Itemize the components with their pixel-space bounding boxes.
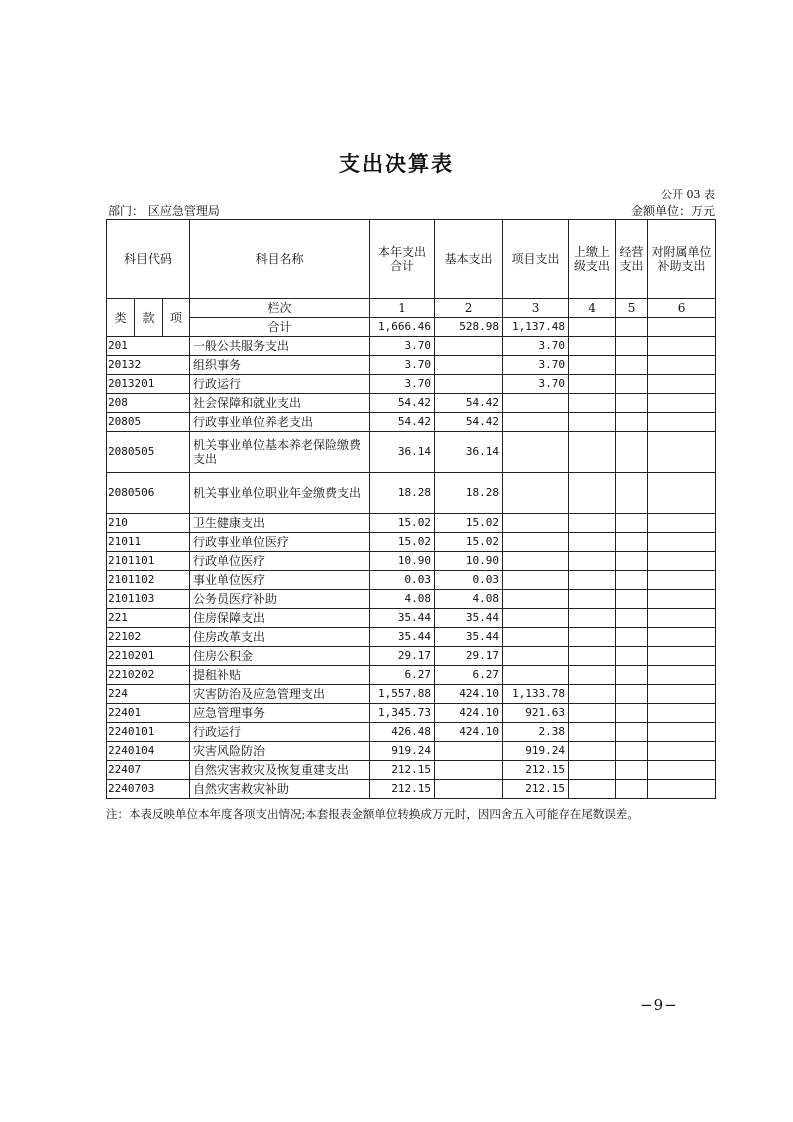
- row-business: [616, 552, 648, 571]
- row-project: [503, 514, 569, 533]
- row-subsidy: [648, 723, 716, 742]
- row-upper: [569, 552, 616, 571]
- row-subsidy: [648, 432, 716, 473]
- header-upper-line2: 级支出: [574, 259, 611, 273]
- row-subsidy: [648, 742, 716, 761]
- row-name: 事业单位医疗: [190, 571, 370, 590]
- row-code: 2101102: [107, 571, 190, 590]
- row-basic: [435, 742, 503, 761]
- row-code: 2013201: [107, 375, 190, 394]
- row-total: 29.17: [370, 647, 435, 666]
- row-upper: [569, 375, 616, 394]
- header-basic: 基本支出: [435, 220, 503, 299]
- row-subsidy: [648, 704, 716, 723]
- header-name: 科目名称: [190, 220, 370, 299]
- row-total: 4.08: [370, 590, 435, 609]
- row-basic: 35.44: [435, 628, 503, 647]
- row-subsidy: [648, 571, 716, 590]
- row-project: 1,133.78: [503, 685, 569, 704]
- header-subsidy: [648, 220, 716, 299]
- row-code: 2240101: [107, 723, 190, 742]
- row-code: 2101101: [107, 552, 190, 571]
- row-code: 22102: [107, 628, 190, 647]
- header-subsidy-line1: 对附属单位: [651, 245, 712, 259]
- row-project: [503, 413, 569, 432]
- header-upper-line1: 上缴上: [574, 245, 611, 259]
- row-total: 0.03: [370, 571, 435, 590]
- row-name: 提租补贴: [190, 666, 370, 685]
- table-row: [107, 666, 716, 685]
- row-basic: 424.10: [435, 723, 503, 742]
- row-project: [503, 609, 569, 628]
- row-code: 21011: [107, 533, 190, 552]
- row-basic: [435, 780, 503, 799]
- table-row: [107, 761, 716, 780]
- page-number: −9−: [640, 996, 678, 1014]
- row-basic: 0.03: [435, 571, 503, 590]
- row-upper: [569, 571, 616, 590]
- row-upper: [569, 514, 616, 533]
- row-basic: 4.08: [435, 590, 503, 609]
- table-row: [107, 609, 716, 628]
- row-basic: [435, 375, 503, 394]
- row-upper: [569, 473, 616, 514]
- table-row: [107, 375, 716, 394]
- header-total-line2: 合计: [390, 259, 415, 273]
- row-name: 社会保障和就业支出: [190, 394, 370, 413]
- row-business: [616, 337, 648, 356]
- row-total: 3.70: [370, 337, 435, 356]
- row-basic: 29.17: [435, 647, 503, 666]
- row-business: [616, 685, 648, 704]
- row-subsidy: [648, 413, 716, 432]
- row-code: 224: [107, 685, 190, 704]
- row-name: 灾害防治及应急管理支出: [190, 685, 370, 704]
- header-lanci: 栏次: [190, 299, 370, 318]
- row-subsidy: [648, 394, 716, 413]
- row-business: [616, 590, 648, 609]
- header-kuan: 款: [135, 299, 163, 337]
- header-business: [616, 220, 648, 299]
- table-row: [107, 533, 716, 552]
- table-row: [107, 356, 716, 375]
- row-business: [616, 432, 648, 473]
- row-project: [503, 394, 569, 413]
- row-code: 2080505: [107, 432, 190, 473]
- row-upper: [569, 761, 616, 780]
- row-basic: 10.90: [435, 552, 503, 571]
- row-upper: [569, 742, 616, 761]
- row-business: [616, 356, 648, 375]
- row-project: 3.70: [503, 375, 569, 394]
- row-upper: [569, 685, 616, 704]
- row-business: [616, 375, 648, 394]
- table-row: [107, 571, 716, 590]
- row-business: [616, 628, 648, 647]
- col-index-3: 3: [503, 299, 569, 318]
- table-row: [107, 337, 716, 356]
- sum-project: 1,137.48: [503, 318, 569, 337]
- row-name: 公务员医疗补助: [190, 590, 370, 609]
- table-row: [107, 394, 716, 413]
- table-row: [107, 685, 716, 704]
- row-total: 426.48: [370, 723, 435, 742]
- row-subsidy: [648, 609, 716, 628]
- row-name: 自然灾害救灾补助: [190, 780, 370, 799]
- row-subsidy: [648, 533, 716, 552]
- row-project: 919.24: [503, 742, 569, 761]
- row-name: 机关事业单位职业年金缴费支出: [190, 473, 370, 514]
- amount-unit-label: 金额单位：万元: [630, 204, 715, 218]
- row-subsidy: [648, 761, 716, 780]
- row-subsidy: [648, 337, 716, 356]
- row-upper: [569, 609, 616, 628]
- row-total: 36.14: [370, 432, 435, 473]
- row-business: [616, 514, 648, 533]
- row-upper: [569, 413, 616, 432]
- row-total: 10.90: [370, 552, 435, 571]
- row-subsidy: [648, 514, 716, 533]
- row-business: [616, 704, 648, 723]
- row-name: 灾害风险防治: [190, 742, 370, 761]
- row-basic: [435, 761, 503, 780]
- row-name: 行政事业单位医疗: [190, 533, 370, 552]
- header-subsidy-line2: 补助支出: [657, 259, 706, 273]
- row-subsidy: [648, 647, 716, 666]
- header-business-line1: 经营: [619, 245, 644, 259]
- header-xiang: 项: [163, 299, 190, 337]
- row-code: 2101103: [107, 590, 190, 609]
- row-subsidy: [648, 356, 716, 375]
- row-total: 1,557.88: [370, 685, 435, 704]
- row-project: [503, 647, 569, 666]
- table-row: [107, 413, 716, 432]
- row-subsidy: [648, 590, 716, 609]
- row-business: [616, 394, 648, 413]
- row-code: 2080506: [107, 473, 190, 514]
- row-subsidy: [648, 552, 716, 571]
- row-code: 2240703: [107, 780, 190, 799]
- table-row: [107, 742, 716, 761]
- row-upper: [569, 394, 616, 413]
- header-upper: [569, 220, 616, 299]
- row-project: [503, 552, 569, 571]
- row-upper: [569, 533, 616, 552]
- row-name: 自然灾害救灾及恢复重建支出: [190, 761, 370, 780]
- row-name: 行政事业单位养老支出: [190, 413, 370, 432]
- row-basic: 15.02: [435, 533, 503, 552]
- form-number: 公开 03 表: [661, 188, 715, 201]
- row-project: 3.70: [503, 356, 569, 375]
- column-index-row: [107, 299, 716, 318]
- row-upper: [569, 356, 616, 375]
- sum-total: 1,666.46: [370, 318, 435, 337]
- row-project: [503, 590, 569, 609]
- row-project: 921.63: [503, 704, 569, 723]
- table-row: [107, 704, 716, 723]
- row-basic: 424.10: [435, 685, 503, 704]
- row-project: 3.70: [503, 337, 569, 356]
- row-total: 212.15: [370, 780, 435, 799]
- col-index-6: 6: [648, 299, 716, 318]
- row-basic: 54.42: [435, 394, 503, 413]
- row-business: [616, 571, 648, 590]
- row-subsidy: [648, 666, 716, 685]
- row-upper: [569, 723, 616, 742]
- table-row: [107, 780, 716, 799]
- table-row: [107, 552, 716, 571]
- row-total: 6.27: [370, 666, 435, 685]
- expenditure-table: [106, 219, 716, 799]
- row-name: 住房保障支出: [190, 609, 370, 628]
- row-upper: [569, 590, 616, 609]
- row-name: 行政单位医疗: [190, 552, 370, 571]
- row-upper: [569, 666, 616, 685]
- row-total: 35.44: [370, 628, 435, 647]
- row-project: [503, 571, 569, 590]
- sum-row: [107, 318, 716, 337]
- row-code: 201: [107, 337, 190, 356]
- col-index-4: 4: [569, 299, 616, 318]
- row-name: 组织事务: [190, 356, 370, 375]
- row-basic: 15.02: [435, 514, 503, 533]
- header-project: 项目支出: [503, 220, 569, 299]
- footnote: 注：本表反映单位本年度各项支出情况;本套报表金额单位转换成万元时，因四舍五入可能存在尾数误差。: [106, 807, 639, 821]
- table-row: [107, 473, 716, 514]
- row-total: 15.02: [370, 514, 435, 533]
- row-code: 2210201: [107, 647, 190, 666]
- row-name: 住房公积金: [190, 647, 370, 666]
- row-project: [503, 666, 569, 685]
- row-basic: 35.44: [435, 609, 503, 628]
- row-code: 2210202: [107, 666, 190, 685]
- row-basic: [435, 337, 503, 356]
- row-upper: [569, 432, 616, 473]
- sum-basic: 528.98: [435, 318, 503, 337]
- row-business: [616, 533, 648, 552]
- row-code: 2240104: [107, 742, 190, 761]
- row-project: [503, 432, 569, 473]
- department-label: 部门： 区应急管理局: [108, 204, 220, 218]
- row-project: 212.15: [503, 761, 569, 780]
- row-name: 卫生健康支出: [190, 514, 370, 533]
- row-business: [616, 473, 648, 514]
- table-row: [107, 514, 716, 533]
- row-subsidy: [648, 473, 716, 514]
- row-code: 208: [107, 394, 190, 413]
- col-index-1: 1: [370, 299, 435, 318]
- row-business: [616, 742, 648, 761]
- row-subsidy: [648, 375, 716, 394]
- row-basic: [435, 356, 503, 375]
- header-total-line1: 本年支出: [378, 245, 427, 259]
- row-total: 54.42: [370, 394, 435, 413]
- row-upper: [569, 647, 616, 666]
- header-lei: 类: [107, 299, 135, 337]
- row-business: [616, 647, 648, 666]
- row-subsidy: [648, 780, 716, 799]
- row-code: 22401: [107, 704, 190, 723]
- row-name: 住房改革支出: [190, 628, 370, 647]
- row-business: [616, 761, 648, 780]
- header-business-line2: 支出: [619, 259, 644, 273]
- row-total: 54.42: [370, 413, 435, 432]
- row-basic: 54.42: [435, 413, 503, 432]
- row-business: [616, 413, 648, 432]
- row-total: 1,345.73: [370, 704, 435, 723]
- row-business: [616, 780, 648, 799]
- row-total: 15.02: [370, 533, 435, 552]
- row-total: 3.70: [370, 356, 435, 375]
- table-row: [107, 432, 716, 473]
- row-total: 919.24: [370, 742, 435, 761]
- row-code: 20132: [107, 356, 190, 375]
- row-total: 212.15: [370, 761, 435, 780]
- row-total: 18.28: [370, 473, 435, 514]
- sum-subsidy: [648, 318, 716, 337]
- table-row: [107, 647, 716, 666]
- row-upper: [569, 780, 616, 799]
- row-project: 212.15: [503, 780, 569, 799]
- table-row: [107, 590, 716, 609]
- row-code: 22407: [107, 761, 190, 780]
- row-name: 行政运行: [190, 375, 370, 394]
- row-project: [503, 533, 569, 552]
- row-name: 行政运行: [190, 723, 370, 742]
- row-name: 应急管理事务: [190, 704, 370, 723]
- row-upper: [569, 704, 616, 723]
- row-total: 3.70: [370, 375, 435, 394]
- row-basic: 18.28: [435, 473, 503, 514]
- row-project: [503, 473, 569, 514]
- header-total: [370, 220, 435, 299]
- row-basic: 424.10: [435, 704, 503, 723]
- row-upper: [569, 628, 616, 647]
- header-code: 科目代码: [107, 220, 190, 299]
- row-total: 35.44: [370, 609, 435, 628]
- row-code: 20805: [107, 413, 190, 432]
- row-name: 机关事业单位基本养老保险缴费支出: [190, 432, 370, 473]
- row-project: 2.38: [503, 723, 569, 742]
- header-row: [107, 220, 716, 299]
- row-subsidy: [648, 685, 716, 704]
- table-row: [107, 723, 716, 742]
- sum-label: 合计: [190, 318, 370, 337]
- page-title: 支出决算表: [339, 151, 454, 176]
- sum-upper: [569, 318, 616, 337]
- row-subsidy: [648, 628, 716, 647]
- row-basic: 36.14: [435, 432, 503, 473]
- row-business: [616, 666, 648, 685]
- col-index-2: 2: [435, 299, 503, 318]
- row-business: [616, 723, 648, 742]
- row-project: [503, 628, 569, 647]
- row-name: 一般公共服务支出: [190, 337, 370, 356]
- row-upper: [569, 337, 616, 356]
- row-code: 210: [107, 514, 190, 533]
- row-basic: 6.27: [435, 666, 503, 685]
- row-business: [616, 609, 648, 628]
- sum-business: [616, 318, 648, 337]
- col-index-5: 5: [616, 299, 648, 318]
- table-row: [107, 628, 716, 647]
- row-code: 221: [107, 609, 190, 628]
